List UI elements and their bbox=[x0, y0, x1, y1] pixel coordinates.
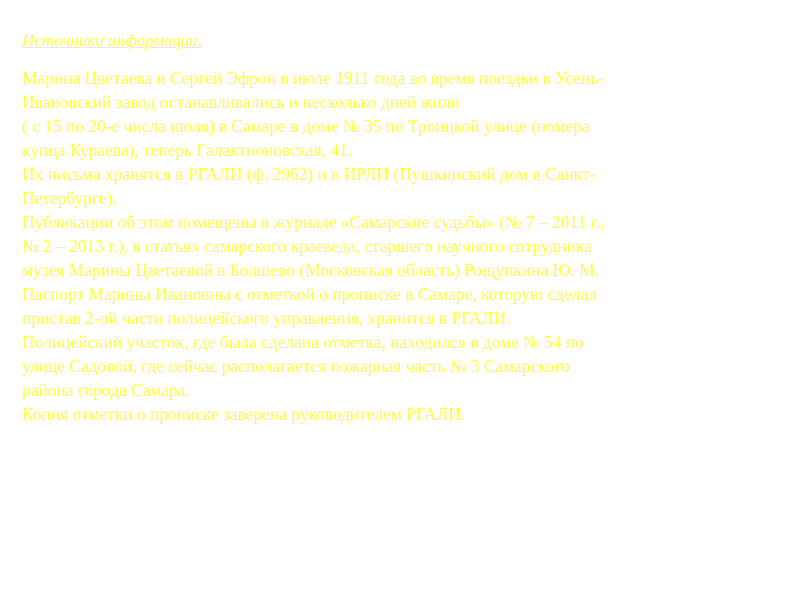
text-line: Публикации об этом помещены в журнале «Самарские судьбы» (№ 7 – 2011 г., bbox=[22, 212, 605, 232]
text-line: музея Марины Цветаевой в Болшево (Московская область) Рощупкина Ю. М. bbox=[22, 260, 599, 280]
sources-heading-text: Источники информации bbox=[22, 31, 198, 50]
sources-paragraph bbox=[22, 66, 780, 426]
text-line: Ивановский завод останавливались и несколько дней жили bbox=[22, 92, 460, 112]
text-line: Копия отметки о прописке заверена руководителем РГАЛИ. bbox=[22, 404, 466, 424]
sources-heading bbox=[22, 30, 780, 52]
text-line: Их письма хранятся в РГАЛИ (ф. 2962) и в ИРЛИ (Пушкинский дом в Санкт- bbox=[22, 164, 596, 184]
text-line: Паспорт Марины Ивановны с отметкой о прописке в Самаре, которую сделал bbox=[22, 284, 597, 304]
text-line: Петербурге). bbox=[22, 188, 117, 208]
text-line: Марина Цветаева и Сергей Эфрон в июле 1911 года во время поездки в Усень- bbox=[22, 68, 604, 88]
text-line: № 2 – 2013 г.), в статьях самарского краеведа, старшего научного сотрудника bbox=[22, 236, 592, 256]
sources-heading-suffix: . bbox=[197, 31, 202, 50]
text-line: купца Кураева), теперь Галактионовская, 41. bbox=[22, 140, 353, 160]
text-line: района города Самара. bbox=[22, 380, 190, 400]
text-line: улице Садовой, где сейчас располагается пожарная часть № 3 Самарского bbox=[22, 356, 570, 376]
text-line: ( с 15 по 20-е числа июля) в Самаре в доме № 35 по Троицкой улице (номера bbox=[22, 116, 590, 136]
text-line: Полицейский участок, где была сделана отметка, находился в доме № 54 по bbox=[22, 332, 584, 352]
text-line: пристав 2-ой части полицейского управления, хранится в РГАЛИ. bbox=[22, 308, 511, 328]
